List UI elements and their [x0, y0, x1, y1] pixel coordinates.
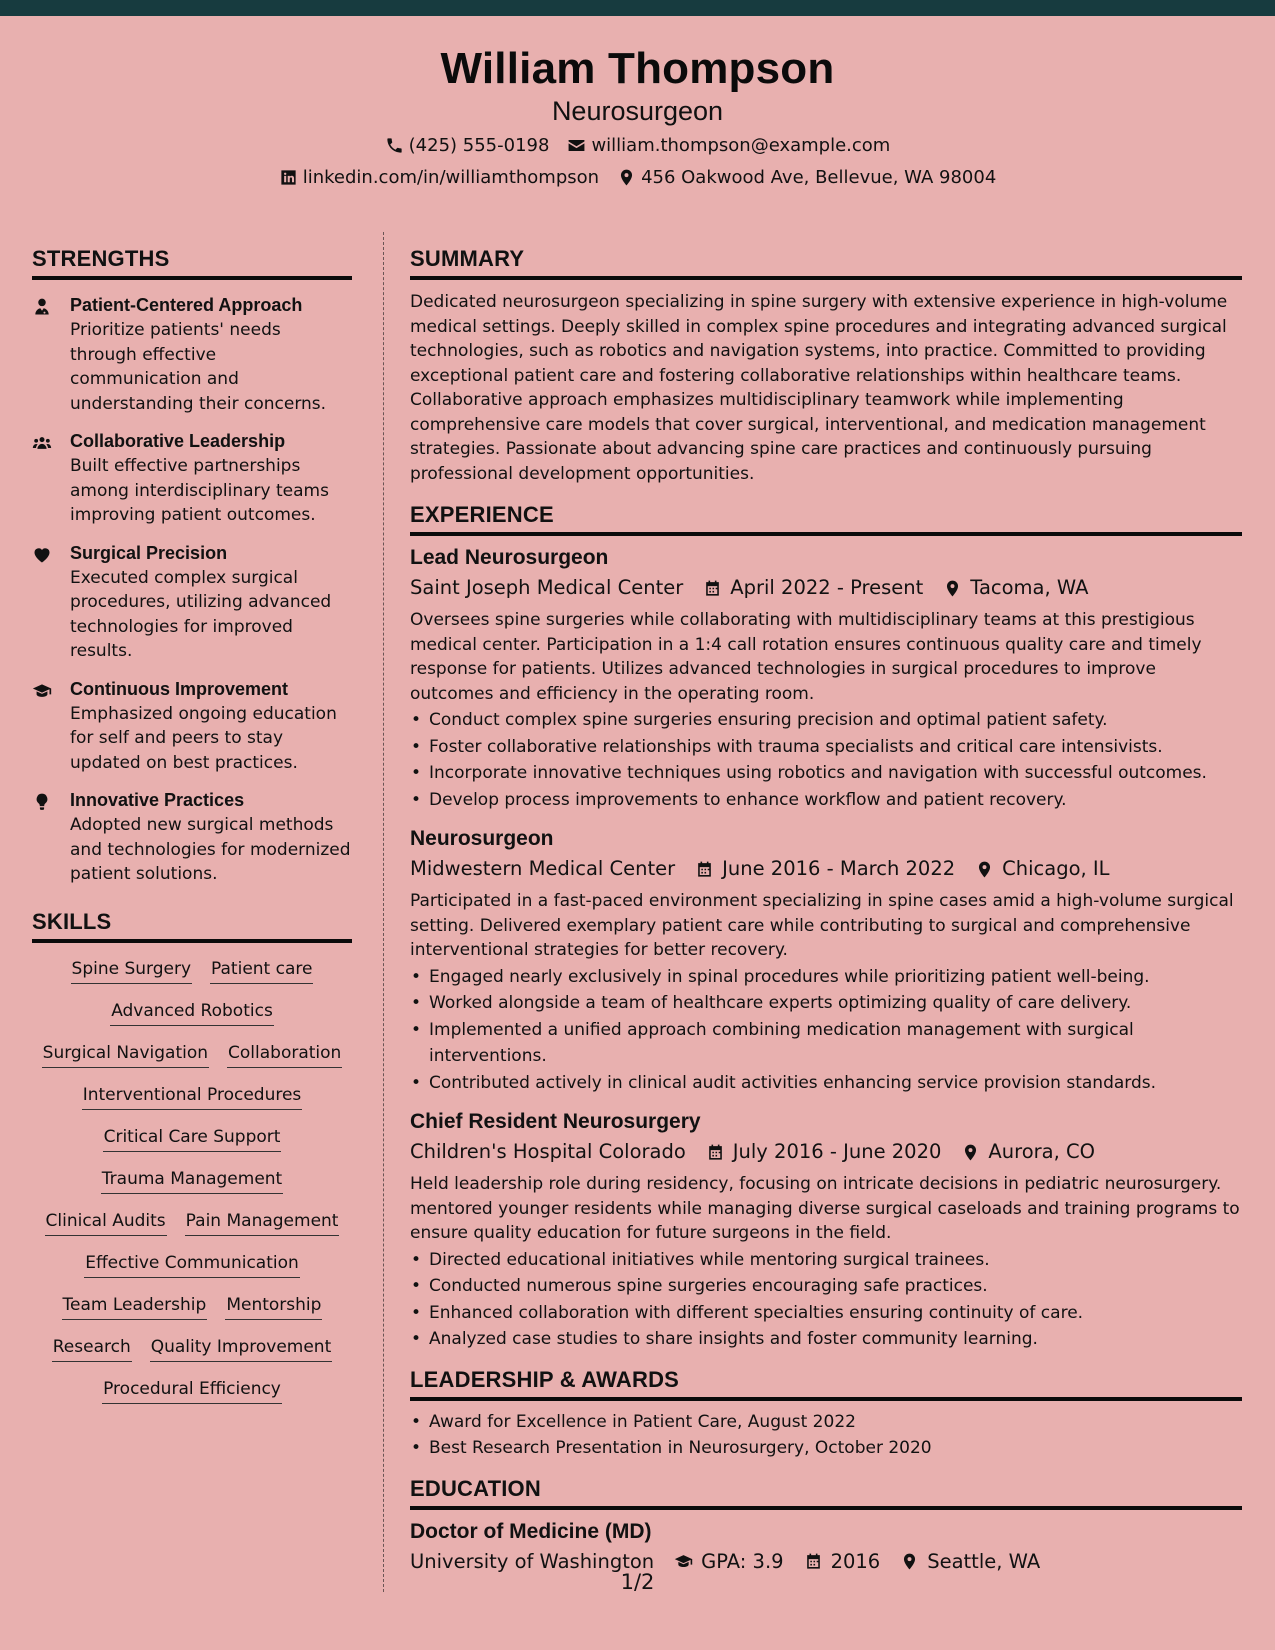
education-entry: [410, 1518, 1242, 1576]
skill-tag: Pain Management: [185, 1209, 340, 1236]
strength-desc: Adopted new surgical methods and technologies for modernized patient solutions.: [70, 815, 351, 884]
skill-tag: Quality Improvement: [150, 1335, 333, 1362]
job-description: Oversees spine surgeries while collaborating with multidisciplinary teams at this prestigious medical center. Participation in a 1:4 call rotation ensures continuous quality care and timely response for patients. Utilizes advanced technologies in surgical procedures to improve outcomes and efficiency in the operating room.: [410, 610, 1202, 704]
awards-heading: LEADERSHIP & AWARDS: [410, 1367, 1242, 1401]
column-divider: [383, 232, 384, 1592]
skills-list: [32, 957, 352, 1404]
strength-desc: Emphasized ongoing education for self and peers to stay updated on best practices.: [70, 703, 337, 773]
job-entry: [410, 544, 1242, 813]
strength-desc: Prioritize patients' needs through effective communication and understanding their concerns.: [70, 320, 327, 414]
map-pin-icon: [943, 579, 962, 598]
calendar-icon: [804, 1552, 823, 1571]
skill-tag: Team Leadership: [62, 1293, 208, 1320]
job-meta: [410, 855, 1242, 883]
linkedin-text: linkedin.com/in/williamthompson: [302, 167, 600, 188]
strengths-heading: STRENGTHS: [32, 246, 352, 280]
job-description: Held leadership role during residency, focusing on intricate decisions in pediatric neurosurgery. mentored younger residents while managing diverse surgical caseloads and training programs to ensure quality education for future surgeons in the field.: [410, 1174, 1240, 1243]
job-title: Chief Resident Neurosurgery: [410, 1110, 701, 1133]
bullet-item: • Directed educational initiatives while mentoring surgical trainees.: [410, 1247, 1242, 1274]
calendar-icon: [703, 579, 722, 598]
phone-text: (425) 555-0198: [408, 135, 550, 156]
contact-row-1: [0, 135, 1275, 156]
school-name: University of Washington: [410, 1549, 655, 1573]
award-item: • Best Research Presentation in Neurosurgery, October 2020: [410, 1435, 1242, 1462]
job-dates: April 2022 - Present: [730, 576, 924, 599]
contact-phone[interactable]: [385, 135, 550, 156]
job-entry: [410, 1108, 1242, 1353]
page-number: 1/2: [620, 1570, 655, 1594]
job-description: Participated in a fast-paced environment specializing in spine cases amid a high-volume surgical setting. Delivered exemplary patient care while contributing to surgical and comprehensive interventional strategies for better recovery.: [410, 891, 1234, 960]
skill-tag: Interventional Procedures: [82, 1083, 303, 1110]
skill-tag: Critical Care Support: [103, 1125, 282, 1152]
contact-address: [617, 167, 996, 188]
strength-item: [32, 430, 352, 528]
job-dates: June 2016 - March 2022: [722, 857, 956, 880]
job-location: Tacoma, WA: [970, 576, 1089, 599]
skill-tag: Advanced Robotics: [110, 999, 274, 1026]
job-company: Saint Joseph Medical Center: [410, 576, 684, 599]
bullet-item: • Develop process improvements to enhance workflow and patient recovery.: [410, 787, 1242, 814]
strength-title: Surgical Precision: [70, 542, 228, 563]
skill-tag: Research: [52, 1335, 132, 1362]
strength-item: [32, 542, 352, 664]
right-column: [410, 246, 1242, 1576]
skill-tag: Trauma Management: [101, 1167, 283, 1194]
calendar-icon: [695, 860, 714, 879]
bullet-item: • Contributed actively in clinical audit activities enhancing service provision standards.: [410, 1070, 1242, 1097]
award-item: • Award for Excellence in Patient Care, August 2022: [410, 1409, 1242, 1436]
job-meta: [410, 574, 1242, 602]
strength-desc: Built effective partnerships among interdisciplinary teams improving patient outcomes.: [70, 456, 329, 525]
strength-title: Patient-Centered Approach: [70, 295, 303, 315]
job-title: Neurosurgeon: [410, 827, 554, 850]
bullet-item: • Worked alongside a team of healthcare experts optimizing quality of care delivery.: [410, 990, 1242, 1017]
education-year: 2016: [830, 1549, 881, 1573]
resume-header: [0, 16, 1275, 204]
summary-text: Dedicated neurosurgeon specializing in spine surgery with extensive experience in high-volume medical settings. Deeply skilled in complex spine procedures and integrating advanced surgical technologies, such as robotics and navigation systems, into practice. Committed to providing exceptional patient care and fostering collaborative relationships within healthcare teams. Collaborative approach emphasizes multidisciplinary teamwork while implementing comprehensive care models that cover surgical, interventional, and medication management strategies. Passionate about advancing spine care practices and continuously pursuing professional development opportunities.: [410, 292, 1228, 484]
bullet-item: • Implemented a unified approach combining medication management with surgical interventions.: [410, 1017, 1242, 1070]
skills-heading: SKILLS: [32, 909, 352, 943]
bullet-item: • Analyzed case studies to share insights and foster community learning.: [410, 1326, 1242, 1353]
skill-tag: Mentorship: [225, 1293, 322, 1320]
job-meta: [410, 1138, 1242, 1166]
job-location: Chicago, IL: [1002, 857, 1110, 880]
job-dates: July 2016 - June 2020: [732, 1140, 942, 1163]
strength-title: Innovative Practices: [70, 790, 245, 810]
skill-tag: Spine Surgery: [71, 957, 193, 984]
education-heading: EDUCATION: [410, 1476, 1242, 1510]
awards-list: [410, 1409, 1242, 1462]
bullet-item: • Engaged nearly exclusively in spinal procedures while prioritizing patient well-being.: [410, 964, 1242, 991]
map-pin-icon: [975, 860, 994, 879]
graduation-cap-icon: [674, 1552, 693, 1571]
calendar-icon: [706, 1143, 725, 1162]
strength-item: [32, 294, 352, 416]
job-bullets: [410, 707, 1242, 813]
degree-title: Doctor of Medicine (MD): [410, 1519, 652, 1543]
bullet-item: • Conducted numerous spine surgeries encouraging safe practices.: [410, 1273, 1242, 1300]
phone-icon: [385, 136, 404, 155]
candidate-name: William Thompson: [440, 44, 835, 93]
bullet-item: • Foster collaborative relationships with trauma specialists and critical care intensivists.: [410, 734, 1242, 761]
linkedin-icon: [279, 168, 298, 187]
graduation-cap-icon: [32, 681, 52, 701]
experience-heading: EXPERIENCE: [410, 502, 1242, 536]
skill-tag: Surgical Navigation: [42, 1041, 209, 1068]
contact-linkedin[interactable]: [279, 167, 599, 188]
strength-item: [32, 678, 352, 776]
map-pin-icon: [617, 168, 636, 187]
envelope-icon: [567, 136, 586, 155]
contact-row-2: [0, 167, 1275, 188]
email-text: william.thompson@example.com: [591, 135, 891, 156]
job-entry: [410, 825, 1242, 1096]
job-company: Children's Hospital Colorado: [410, 1140, 686, 1163]
contact-email[interactable]: [567, 135, 890, 156]
heart-icon: [32, 545, 52, 565]
skill-tag: Collaboration: [227, 1041, 342, 1068]
education-location: Seattle, WA: [927, 1549, 1041, 1573]
top-bar: [0, 0, 1275, 16]
job-title: Lead Neurosurgeon: [410, 546, 609, 569]
doctor-icon: [32, 297, 52, 317]
strength-item: [32, 789, 352, 887]
bullet-item: • Enhanced collaboration with different specialties ensuring continuity of care.: [410, 1300, 1242, 1327]
map-pin-icon: [961, 1143, 980, 1162]
job-location: Aurora, CO: [988, 1140, 1095, 1163]
job-bullets: [410, 1247, 1242, 1353]
strength-desc: Executed complex surgical procedures, utilizing advanced technologies for improved results.: [70, 567, 332, 661]
skill-tag: Patient care: [210, 957, 313, 984]
job-company: Midwestern Medical Center: [410, 857, 676, 880]
bullet-item: • Conduct complex spine surgeries ensuring precision and optimal patient safety.: [410, 707, 1242, 734]
skill-tag: Effective Communication: [84, 1251, 300, 1278]
users-icon: [32, 433, 52, 453]
map-pin-icon: [900, 1552, 919, 1571]
lightbulb-icon: [32, 792, 52, 812]
skill-tag: Procedural Efficiency: [102, 1377, 282, 1404]
bullet-item: • Incorporate innovative techniques using robotics and navigation with successful outcomes.: [410, 760, 1242, 787]
strength-title: Continuous Improvement: [70, 678, 289, 699]
left-column: [32, 246, 352, 1419]
summary-heading: SUMMARY: [410, 246, 1242, 280]
job-bullets: [410, 964, 1242, 1097]
strength-title: Collaborative Leadership: [70, 431, 286, 451]
address-text: 456 Oakwood Ave, Bellevue, WA 98004: [641, 167, 997, 188]
skill-tag: Clinical Audits: [45, 1209, 167, 1236]
gpa-text: GPA: 3.9: [701, 1549, 784, 1573]
candidate-title: Neurosurgeon: [551, 96, 724, 126]
